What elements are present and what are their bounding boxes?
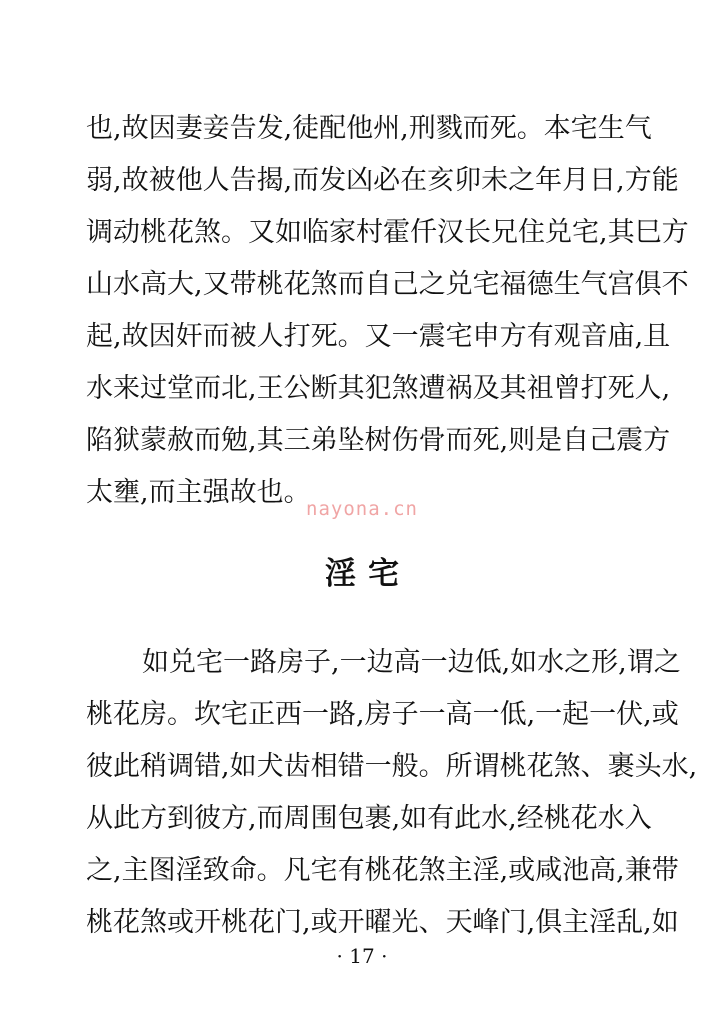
text-line: 如兑宅一路房子,一边高一边低,如水之形,谓之 — [142, 647, 681, 678]
text-line: 调动桃花煞。又如临家村霍仟汉长兄住兑宅,其巳方 — [86, 217, 689, 248]
paragraph-continuation — [86, 103, 689, 519]
text-line: 弱,故被他人告揭,而发凶必在亥卯未之年月日,方能 — [86, 165, 679, 196]
text-line: 从此方到彼方,而周围包裹,如有此水,经桃花水入 — [86, 803, 652, 834]
section-title: 淫宅 — [325, 556, 411, 592]
text-line: 山水高大,又带桃花煞而自己之兑宅福德生气宫俱不 — [86, 269, 689, 300]
text-line: 陷狱蒙赦而勉,其三弟坠树伤骨而死,则是自己震方 — [86, 425, 671, 456]
text-line: 桃花房。坎宅正西一路,房子一高一低,一起一伏,或 — [86, 699, 679, 730]
text-line: 桃花煞或开桃花门,或开曜光、天峰门,俱主淫乱,如 — [86, 907, 679, 938]
text-line: 彼此稍调错,如犬齿相错一般。所谓桃花煞、裹头水, — [86, 751, 698, 782]
paragraph-section-body — [86, 637, 698, 949]
text-line: 太壅,而主强故也。 — [86, 477, 311, 508]
text-line: 起,故因奸而被人打死。又一震宅申方有观音庙,且 — [86, 321, 671, 352]
text-line: 水来过堂而北,王公断其犯煞遭祸及其祖曾打死人, — [86, 373, 671, 404]
page-number: · 17 · — [336, 944, 388, 968]
watermark: nayona.cn — [306, 498, 418, 520]
text-line: 之,主图淫致命。凡宅有桃花煞主淫,或咸池高,兼带 — [86, 855, 679, 886]
text-line: 也,故因妻妾告发,徒配他州,刑戮而死。本宅生气 — [86, 113, 652, 144]
